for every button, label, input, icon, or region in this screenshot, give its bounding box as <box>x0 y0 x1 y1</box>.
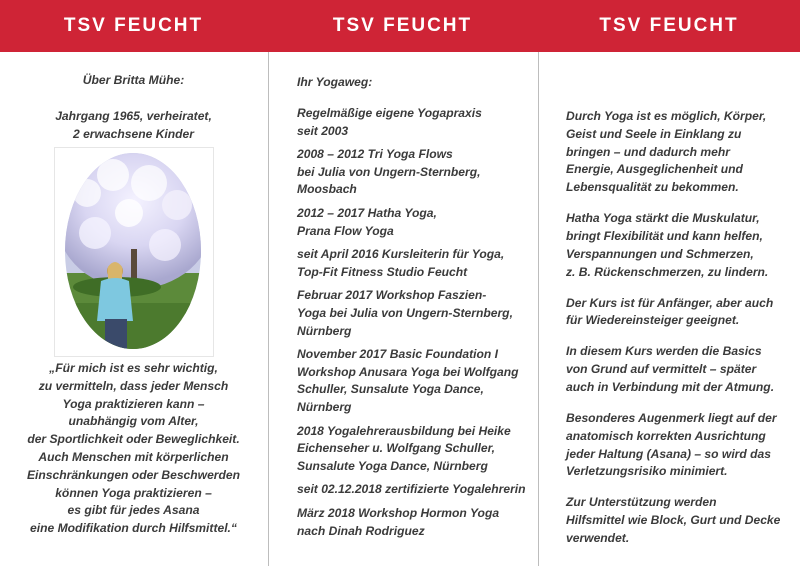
yoga-path-list <box>297 74 533 546</box>
paragraph-line: jeder Haltung (Asana) – so wird das <box>566 446 771 461</box>
yoga-path-entry <box>297 423 533 476</box>
yoga-path-entry <box>297 246 533 282</box>
paragraph-line: Hatha Yoga stärkt die Muskulatur, <box>566 211 760 226</box>
quote-block <box>0 360 267 538</box>
yoga-path-entry <box>297 105 533 141</box>
paragraph-line: auch in Verbindung mit der Atmung. <box>566 379 775 394</box>
entry-line: seit April 2016 Kursleiterin für Yoga, <box>297 246 505 261</box>
entry-line: nach Dinah Rodriguez <box>297 523 425 538</box>
paragraph-line: verwendet. <box>566 530 630 545</box>
paragraph-line: für Wiedereinsteiger geeignet. <box>566 313 740 328</box>
paragraph-line: Durch Yoga ist es möglich, Körper, <box>566 109 767 123</box>
panel-header <box>267 0 538 52</box>
born-line: Jahrgang 1965, verheiratet, <box>55 109 212 123</box>
paragraph-line: Geist und Seele in Einklang zu <box>566 126 742 141</box>
course-paragraph <box>566 108 800 197</box>
panel-header <box>0 0 267 52</box>
entry-line: Nürnberg <box>297 400 352 415</box>
quote-line: Auch Menschen mit körperlichen <box>38 449 229 464</box>
photo-frame <box>54 147 214 357</box>
paragraph-line: z. B. Rückenschmerzen, zu lindern. <box>566 264 769 279</box>
course-paragraph <box>566 410 800 481</box>
paragraph-line: von Grund auf vermittelt – später <box>566 362 757 377</box>
paragraph-line: Zur Unterstützung werden <box>566 495 717 510</box>
entry-line: Februar 2017 Workshop Faszien- <box>297 287 487 302</box>
about-personal-info <box>0 108 267 144</box>
yoga-path-entry <box>297 287 533 340</box>
course-paragraph <box>566 210 800 281</box>
entry-line: 2012 – 2017 Hatha Yoga, <box>297 205 437 220</box>
course-paragraph <box>566 295 800 331</box>
entry-line: 2008 – 2012 Tri Yoga Flows <box>297 146 453 161</box>
entry-line: 2018 Yogalehrerausbildung bei Heike <box>297 423 511 438</box>
yoga-path-entry <box>297 346 533 417</box>
panel-header <box>538 0 800 52</box>
paragraph-line: Besonderes Augenmerk liegt auf der <box>566 410 777 425</box>
paragraph-line: bringen – und dadurch mehr <box>566 144 730 159</box>
yoga-path-entry <box>297 146 533 199</box>
quote-line: der Sportlichkeit oder Beweglichkeit. <box>27 432 240 447</box>
paragraph-line: In diesem Kurs werden die Basics <box>566 344 762 359</box>
course-description <box>566 108 800 561</box>
paragraph-line: Lebensqualität zu bekommen. <box>566 180 739 195</box>
yoga-path-entry <box>297 505 533 541</box>
yoga-path-heading: Ihr Yogaweg: <box>297 75 373 89</box>
entry-line: Prana Flow Yoga <box>297 223 394 238</box>
entry-line: Top-Fit Fitness Studio Feucht <box>297 264 468 279</box>
entry-line: Workshop Anusara Yoga bei Wolfgang <box>297 364 519 379</box>
panel-yoga-path <box>267 0 538 566</box>
panel-course-info <box>538 0 800 566</box>
course-paragraph <box>566 494 800 547</box>
panel-about <box>0 0 267 566</box>
quote-line: Einschränkungen oder Beschwerden <box>26 467 241 482</box>
entry-line: seit 2003 <box>297 123 349 138</box>
paragraph-line: Der Kurs ist für Anfänger, aber auch <box>566 295 774 310</box>
yoga-path-entry <box>297 205 533 241</box>
entry-line: Schuller, Sunsalute Yoga Dance, <box>297 382 484 397</box>
entry-line: Moosbach <box>297 182 357 197</box>
entry-line: Sunsalute Yoga Dance, Nürnberg <box>297 459 488 474</box>
entry-line: März 2018 Workshop Hormon Yoga <box>297 505 500 520</box>
paragraph-line: Verspannungen und Schmerzen, <box>566 246 754 261</box>
quote-line: es gibt für jedes Asana <box>67 503 200 518</box>
paragraph-line: Verletzungsrisiko minimiert. <box>566 464 728 479</box>
entry-line: November 2017 Basic Foundation I <box>297 346 498 361</box>
header-title: TSV FEUCHT <box>332 15 473 36</box>
entry-line: Eichenseher u. Wolfgang Schuller, <box>297 441 496 456</box>
entry-line: bei Julia von Ungern-Sternberg, <box>297 164 481 179</box>
portrait-photo <box>65 153 201 349</box>
course-paragraph <box>566 343 800 396</box>
header-title: TSV FEUCHT <box>63 15 204 36</box>
entry-line: Regelmäßige eigene Yogapraxis <box>297 105 482 120</box>
yoga-path-entry <box>297 481 533 499</box>
paragraph-line: Energie, Ausgeglichenheit und <box>566 162 743 177</box>
entry-line: Nürnberg <box>297 323 352 338</box>
paragraph-line: anatomisch korrekten Ausrichtung <box>566 428 766 443</box>
about-heading: Über Britta Mühe: <box>82 73 185 87</box>
paragraph-line: Hilfsmittel wie Block, Gurt und Decke <box>566 513 781 528</box>
portrait-photo-illustration <box>65 153 201 349</box>
born-line: 2 erwachsene Kinder <box>73 126 194 141</box>
quote-line: zu vermitteln, dass jeder Mensch <box>38 378 229 393</box>
quote-line: Yoga praktizieren kann – <box>62 396 205 411</box>
paragraph-line: bringt Flexibilität und kann helfen, <box>566 228 763 243</box>
quote-line: unabhängig vom Alter, <box>68 414 199 429</box>
header-title: TSV FEUCHT <box>599 15 739 36</box>
quote-line: eine Modifikation durch Hilfsmittel.“ <box>30 521 237 536</box>
entry-line: Yoga bei Julia von Ungern-Sternberg, <box>297 305 513 320</box>
entry-line: seit 02.12.2018 zertifizierte Yogalehrerin <box>297 482 526 497</box>
quote-line: „Für mich ist es sehr wichtig, <box>49 361 218 375</box>
quote-line: können Yoga praktizieren – <box>55 485 212 500</box>
